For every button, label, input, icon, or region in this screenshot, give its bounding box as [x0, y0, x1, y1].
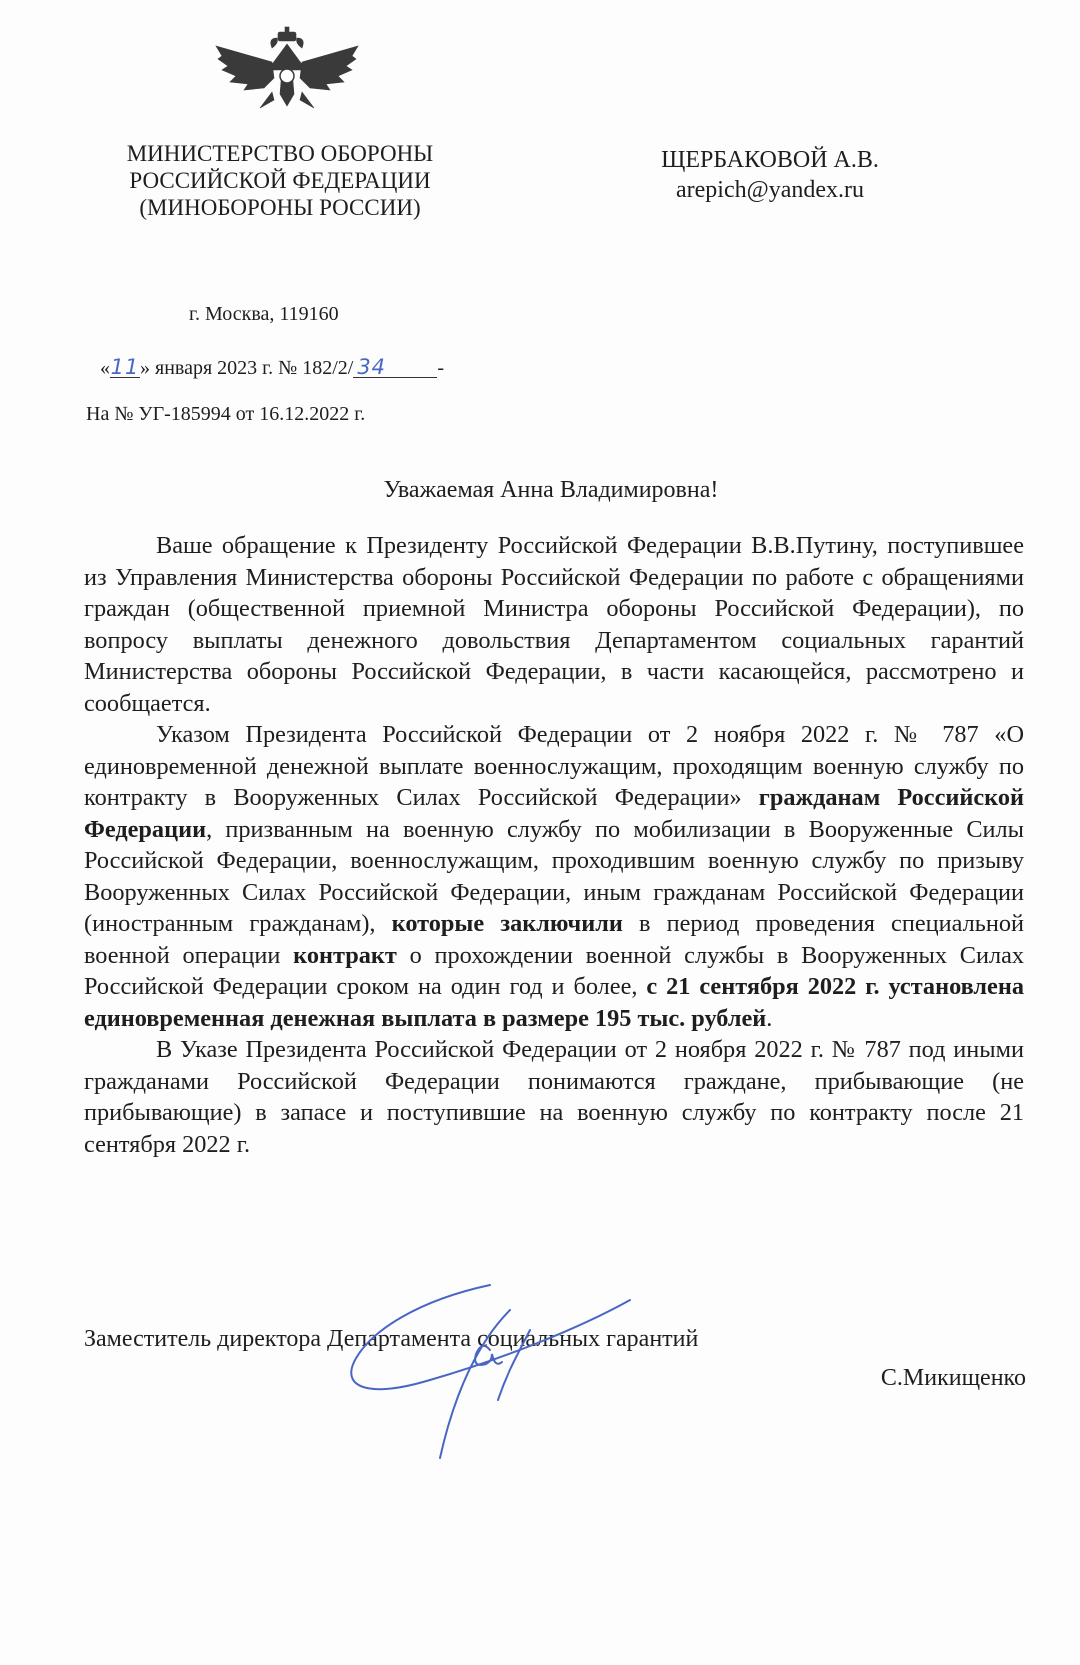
recipient-block	[620, 145, 920, 205]
recipient-email: arepich@yandex.ru	[675, 177, 864, 203]
handwritten-number: 34	[353, 357, 437, 378]
org-line-1: МИНИСТЕРСТВО ОБОРОНЫ	[126, 141, 434, 166]
paragraph-1: Ваше обращение к Президенту Российской Федерации В.В.Путину, поступившее из Управления Министерства обороны Российской Федерации по работе с обращениями граждан (общественной приемной Министра обороны Российской Федерации), по вопросу выплаты денежного довольствия Департаментом социальных гарантий Министерства обороны Российской Федерации, в части касающейся, рассмотрено и сообщается.	[84, 532, 1024, 717]
paragraph-3: В Указе Президента Российской Федерации от 2 ноября 2022 г. № 787 под иными гражданами Российской Федерации понимаются граждане, прибывающие (не прибывающие) в запасе и поступившие на военную службу по контракту после 21 сентября 2022 г.	[84, 1036, 1024, 1158]
ministry-header	[80, 140, 480, 221]
greeting: Уважаемая Анна Владимировна!	[383, 477, 719, 503]
org-line-3: (МИНОБОРОНЫ РОССИИ)	[139, 195, 421, 220]
paragraph-2: Указом Президента Российской Федерации от 2 ноября 2022 г. № 787 «О единовременной денежной выплате военнослужащим, проходящим военную службу по контракту в Вооруженных Силах Российской Федерации» гражданам Российской Федерации, призванным на военную службу по мобилизации в Вооруженные Силы Российской Федерации, военнослужащим, проходившим военную службу по призыву Вооруженных Силах Российской Федерации, иным гражданам Российской Федерации (иностранным гражданам), которые заключили в период проведения специальной военной операции контракт о прохождении военной службы в Вооруженных Силах Российской Федерации сроком на один год и более, с 21 сентября 2022 г. установлена единовременная денежная выплата в размере 195 тыс. рублей.	[84, 721, 1025, 1032]
registration-line: «11» января 2023 г. № 182/2/ 34 -	[100, 355, 444, 379]
letter-body	[84, 530, 1024, 1160]
bold-contract: контракт	[293, 941, 397, 969]
bold-payment: с 21 сентября 2022 г. установлена единовременная денежная выплата в размере 195 тыс. рублей	[84, 973, 1024, 1032]
org-line-2: РОССИЙСКОЙ ФЕДЕРАЦИИ	[129, 168, 431, 193]
double-headed-eagle-emblem-icon	[212, 26, 362, 114]
signatory-name: С.Микищенко	[880, 1365, 1026, 1391]
handwritten-signature-icon	[340, 1270, 640, 1470]
registration-date-number: » января 2023 г. № 182/2/	[140, 357, 354, 379]
recipient-name: ЩЕРБАКОВОЙ А.В.	[661, 147, 879, 173]
reference-line: На № УГ-185994 от 16.12.2022 г.	[86, 403, 366, 425]
sender-city: г. Москва, 119160	[189, 303, 339, 325]
signatory-title: Заместитель директора Департамента социальных гарантий	[84, 1326, 699, 1352]
bold-citizens: гражданам Российской Федерации	[84, 784, 1024, 843]
handwritten-day: 11	[110, 355, 140, 379]
bold-concluded: которые заключили	[391, 910, 623, 937]
